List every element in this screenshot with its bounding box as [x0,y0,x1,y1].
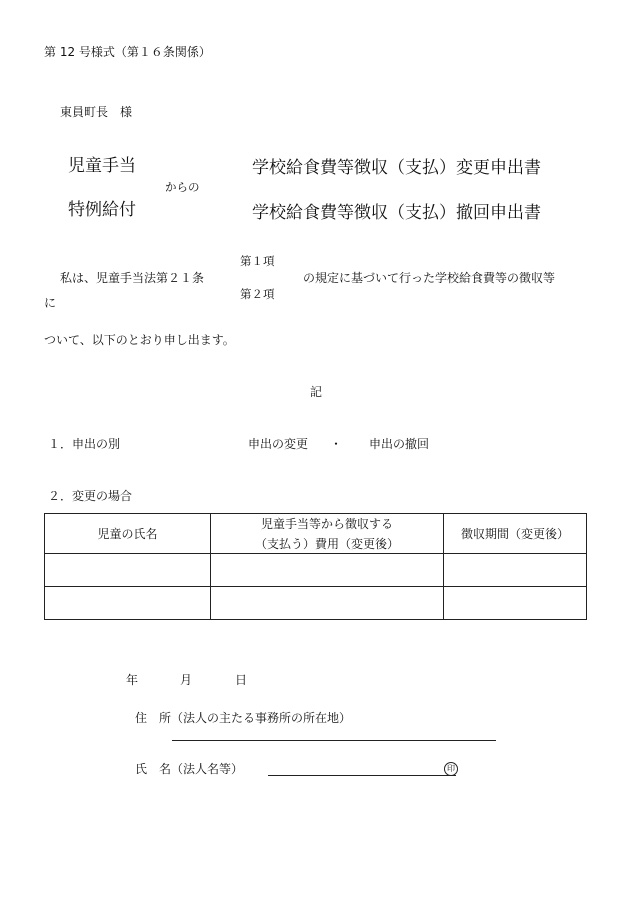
title-left-bottom: 特例給付 [68,200,136,220]
header-child-name: 児童の氏名 [45,514,211,554]
date-year: 年 [126,673,139,687]
body-line2: ついて、以下のとおり申し出ます。 [44,333,235,347]
option-separator: ・ [330,437,343,451]
title-left-top: 児童手当 [68,156,136,176]
body-rest: の規定に基づいて行った学校給食費等の徴収等 [303,271,556,285]
seal-mark: 印 [444,762,458,776]
table-row [45,554,587,587]
title-right-bottom: 学校給食費等徴収（支払）撤回申出書 [252,203,541,223]
date-month: 月 [180,673,193,687]
header-cost-line1: 児童手当等から徴収する [260,517,393,531]
cell-cost[interactable] [211,554,444,587]
address-line[interactable] [172,740,496,741]
option-withdraw: 申出の撤回 [369,437,430,451]
option-change: 申出の変更 [248,437,309,451]
title-connector: からの [165,180,200,194]
body-wrap-char: に [44,296,57,310]
header-period: 徴収期間（変更後） [444,514,587,554]
item2-label: ２．変更の場合 [48,489,133,503]
address-label: 住 所（法人の主たる事務所の所在地） [135,711,352,725]
header-cost-line2: （支払う）費用（変更後） [254,537,399,551]
ki-heading: 記 [310,385,323,399]
cell-child-name[interactable] [45,587,211,620]
form-number: 第 12 号様式（第１６条関係） [44,45,211,59]
date-day: 日 [235,673,248,687]
cell-cost[interactable] [211,587,444,620]
table-row [45,587,587,620]
cell-child-name[interactable] [45,554,211,587]
name-label: 氏 名（法人名等） [135,762,244,776]
clause-bottom: 第２項 [240,287,275,301]
header-cost [211,514,444,554]
name-line[interactable] [268,775,456,776]
cell-period[interactable] [444,587,587,620]
addressee: 東員町長 様 [60,105,133,119]
item1-label: １．申出の別 [48,437,121,451]
cell-period[interactable] [444,554,587,587]
title-right-top: 学校給食費等徴収（支払）変更申出書 [252,158,541,178]
clause-top: 第１項 [240,254,275,268]
change-table [44,513,587,620]
body-intro: 私は、児童手当法第２１条 [60,271,205,285]
